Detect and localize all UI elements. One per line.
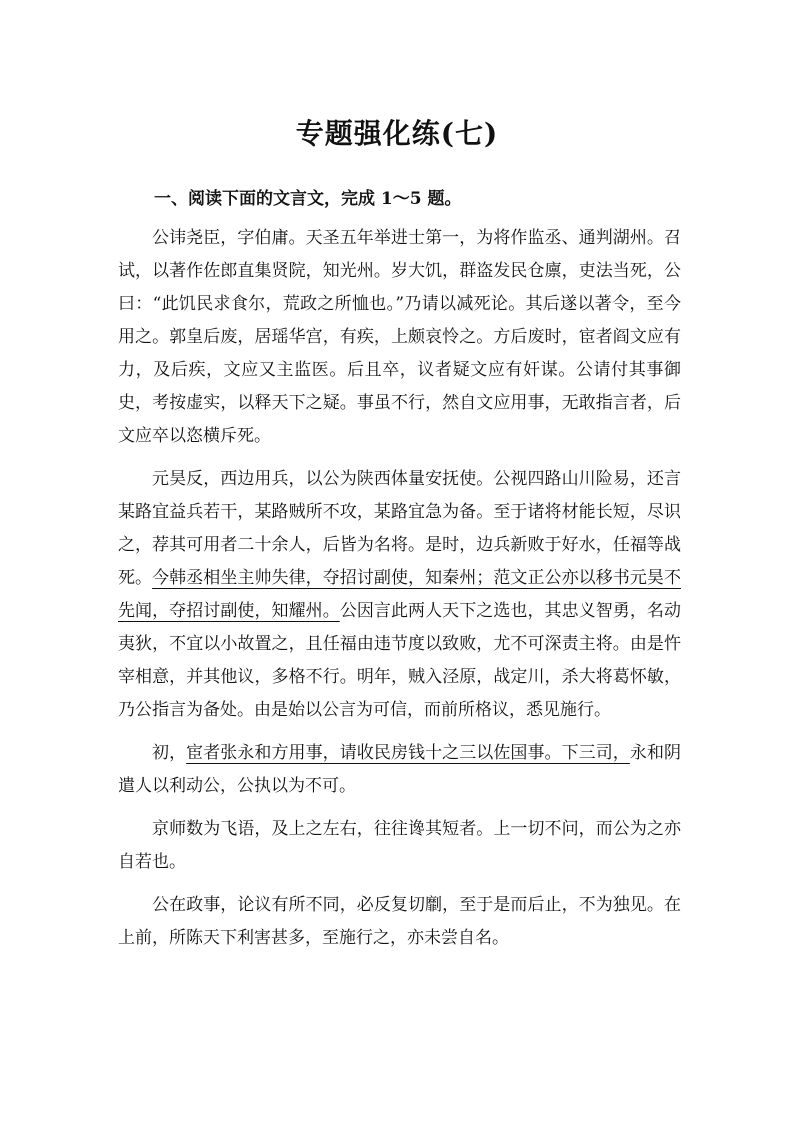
underlined-sentence: 今韩丞相坐主帅失律，夺招讨副使，知秦州；范文正公亦以移书元昊不先闻，夺招讨副使，知耀州。 xyxy=(118,568,681,621)
paragraph xyxy=(118,737,681,803)
question-instruction: 一、阅读下面的文言文，完成 1～5 题。 xyxy=(154,189,462,209)
paragraph-text: 永和阴遣人以利动公，公执以为不可。 xyxy=(118,743,682,796)
paragraph xyxy=(118,889,681,955)
page-title: 专题强化练(七) xyxy=(295,117,499,150)
paragraph xyxy=(118,222,681,453)
paragraph-text: 京师数为飞语，及上之左右，往往谗其短者。上一切不问，而公为之亦自若也。 xyxy=(118,819,681,872)
passage xyxy=(118,222,681,965)
paragraph xyxy=(118,813,681,879)
underlined-sentence: 宦者张永和方用事，请收民房钱十之三以佐国事。下三司， xyxy=(186,743,630,763)
paragraph-text: 初， xyxy=(152,743,187,763)
paragraph-text: 公因言此两人天下之选也，其忠义智勇，名动夷狄，不宜以小故置之，且任福由违节度以致败，尤不可深责主将。由是忤宰相意，并其他议，多格不行。明年，贼入泾原，战定川，杀大将葛怀敏，乃公指言为备处。由是始以公言为可信，而前所格议，悉见施行。 xyxy=(118,601,681,720)
paragraph-text: 公讳尧臣，字伯庸。天圣五年举进士第一，为将作监丞、通判湖州。召试，以著作佐郎直集贤院，知光州。岁大饥，群盗发民仓廪，吏法当死，公曰：“此饥民求食尔，荒政之所恤也。”乃请以减死论。其后遂以著令，至今用之。郭皇后废，居瑶华宫，有疾，上颇哀怜之。方后废时，宦者阎文应有力，及后疾，文应又主监医。后且卒，议者疑文应有奸谋。公请付其事御史，考按虚实，以释天下之疑。事虽不行，然自文应用事，无敢指言者，后文应卒以恣横斥死。 xyxy=(118,228,681,446)
paragraph-text: 元昊反，西边用兵，以公为陕西体量安抚使。公视四路山川险易，还言某路宜益兵若干，某路贼所不攻，某路宜急为备。至于诸将材能长短，尽识之，荐其可用者二十余人，后皆为名将。是时，边兵新败于好水，任福等战死。 xyxy=(118,469,681,588)
paragraph-text: 公在政事，论议有所不同，必反复切劘，至于是而后止，不为独见。在上前，所陈天下利害甚多，至施行之，亦未尝自名。 xyxy=(118,895,681,948)
paragraph xyxy=(118,463,681,727)
